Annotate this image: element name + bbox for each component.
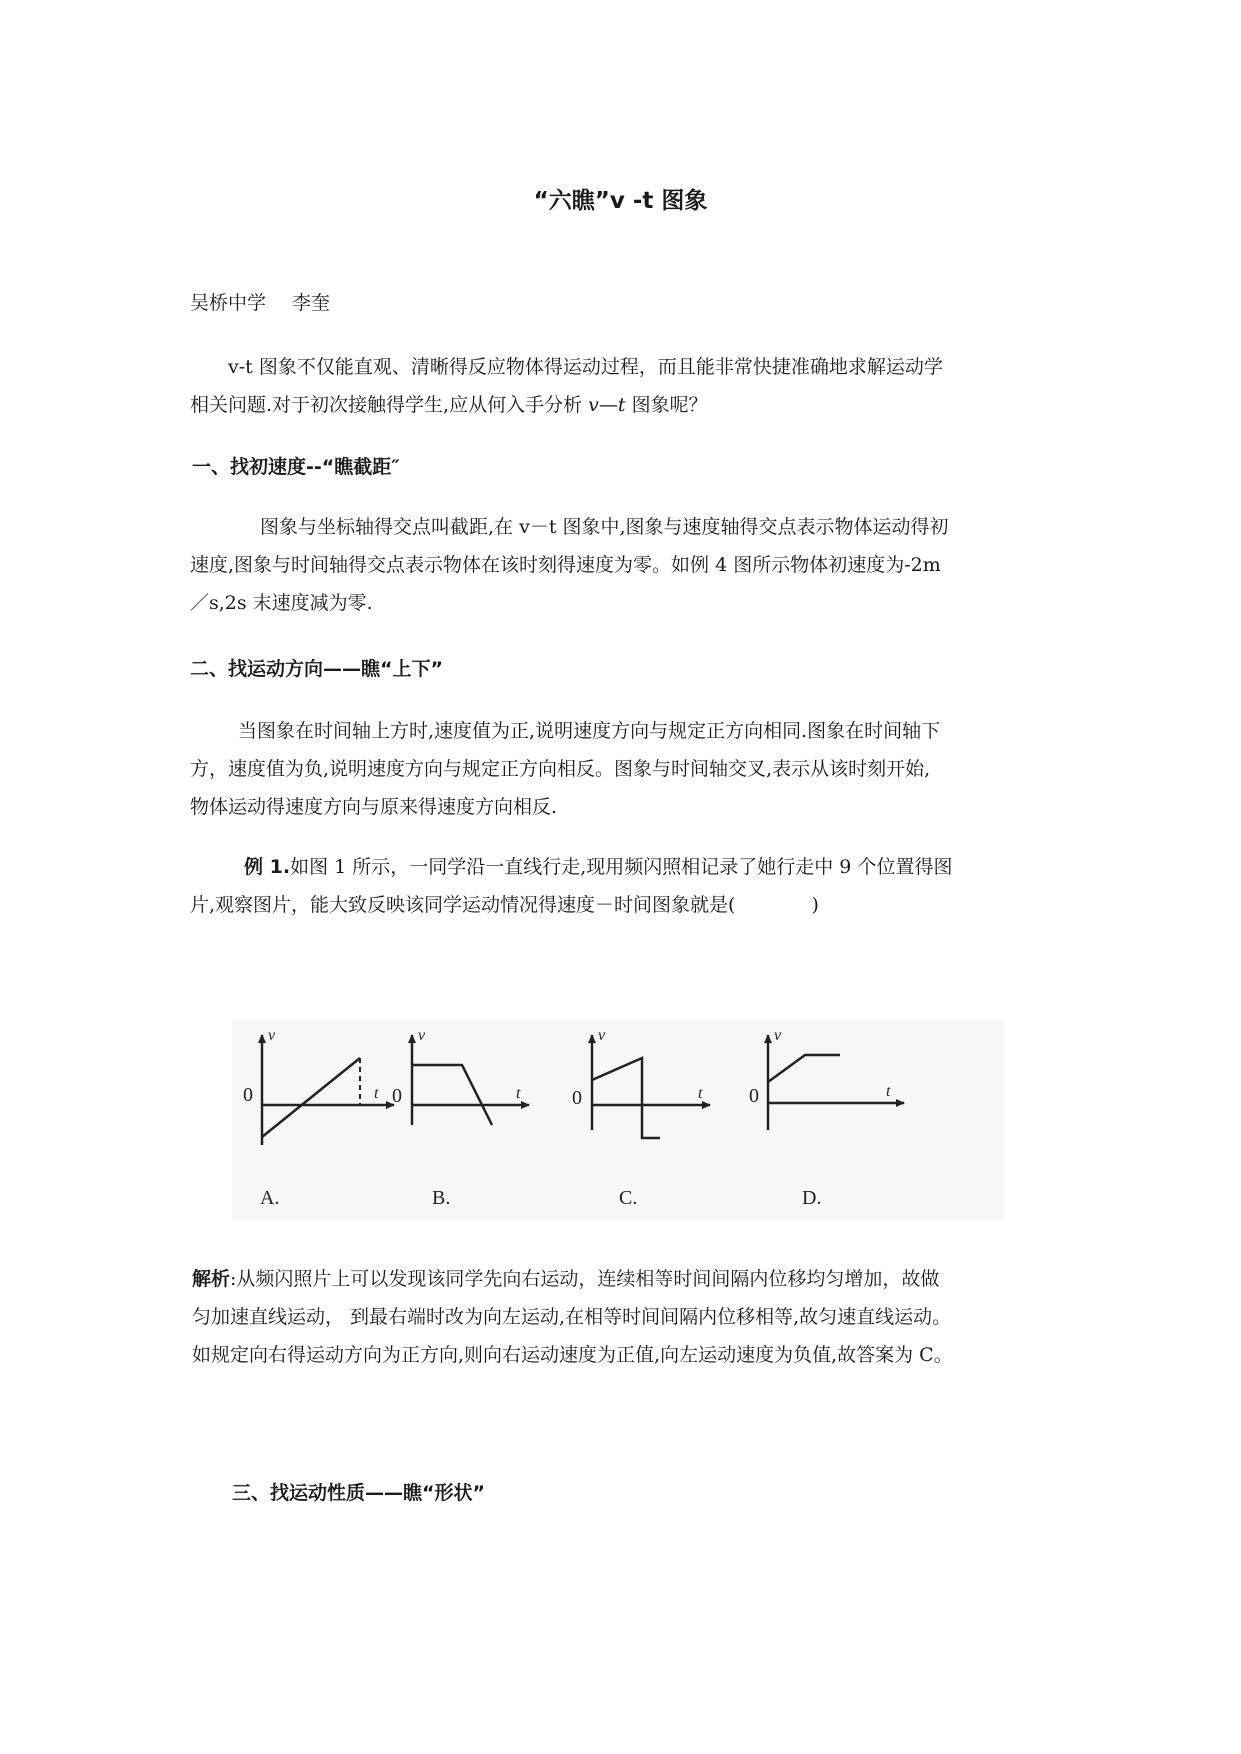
section-2-heading: 二、找运动方向——瞧“上下”	[190, 658, 443, 680]
example-1-line-2: 片,观察图片，能大致反映该同学运动情况得速度－时间图象就是( )	[190, 894, 819, 916]
section-1-line-2: 速度,图象与时间轴得交点表示物体在该时刻得速度为零。如例 4 图所示物体初速度为-2m	[190, 554, 941, 576]
example-1-paragraph	[190, 848, 1060, 924]
analysis-paragraph	[192, 1260, 1062, 1374]
graph-b-velocity-line	[412, 1065, 492, 1125]
intro-line-2-prefix: 相关问题.对于初次接触得学生,应从何入手分析	[190, 394, 583, 416]
example-1-line-1: 如图 1 所示，一同学沿一直线行走,现用频闪照相记录了她行走中 9 个位置得图	[290, 856, 953, 878]
graph-b-v-label: v	[418, 1027, 426, 1044]
graph-a-v-label: v	[268, 1027, 276, 1044]
section-1-line-3: ／s,2s 末速度减为零.	[190, 592, 373, 614]
author-name: 李奎	[292, 292, 331, 314]
graph-b-t-label: t	[516, 1085, 521, 1102]
graph-d-t-label: t	[886, 1083, 891, 1100]
graph-c-option-label: C.	[619, 1187, 638, 1209]
graph-a-t-label: t	[374, 1085, 379, 1102]
graph-a-option-label: A.	[260, 1187, 280, 1209]
section-2-line-3: 物体运动得速度方向与原来得速度方向相反.	[190, 796, 558, 818]
vt-graph-options-figure	[232, 1020, 1004, 1220]
graph-option-b	[392, 1027, 529, 1209]
graph-b-origin-label: 0	[392, 1085, 402, 1107]
graph-d-velocity-line	[768, 1055, 840, 1082]
graph-c-velocity-line	[592, 1058, 660, 1138]
graph-d-option-label: D.	[802, 1187, 822, 1209]
graph-a-velocity-line	[262, 1058, 360, 1137]
intro-line-2-var: v—t	[588, 394, 626, 416]
author-line	[190, 288, 330, 315]
intro-line-1: v-t 图象不仅能直观、清晰得反应物体得运动过程，而且能非常快捷准确地求解运动学	[228, 356, 943, 378]
example-1-label: 例 1.	[244, 856, 291, 878]
graph-option-d	[749, 1027, 904, 1209]
analysis-line-1: :从频闪照片上可以发现该同学先向右运动，连续相等时间间隔内位移均匀增加，故做	[230, 1268, 940, 1290]
intro-paragraph	[190, 348, 1060, 424]
graph-d-origin-label: 0	[749, 1085, 759, 1107]
graph-c-origin-label: 0	[572, 1087, 582, 1109]
section-2-line-2: 方，速度值为负,说明速度方向与规定正方向相反。图象与时间轴交叉,表示从该时刻开始,	[190, 758, 931, 780]
section-2-paragraph	[190, 712, 1060, 826]
graph-option-c	[572, 1027, 710, 1209]
section-1-paragraph	[190, 508, 1060, 622]
vt-graph-options-svg	[232, 1020, 1004, 1220]
author-school: 吴桥中学	[190, 292, 267, 314]
analysis-line-3: 如规定向右得运动方向为正方向,则向右运动速度为正值,向左运动速度为负值,故答案为 C。	[192, 1344, 953, 1366]
page-title: “六瞧”v -t 图象	[533, 188, 708, 214]
section-2-line-1: 当图象在时间轴上方时,速度值为正,说明速度方向与规定正方向相同.图象在时间轴下	[238, 720, 941, 742]
section-1-heading: 一、找初速度--“瞧截距″	[192, 456, 400, 478]
graph-a-origin-label: 0	[243, 1084, 253, 1106]
analysis-line-2: 匀加速直线运动， 到最右端时改为向左运动,在相等时间间隔内位移相等,故匀速直线运动。	[192, 1306, 952, 1328]
section-1-line-1: 图象与坐标轴得交点叫截距,在 v－t 图象中,图象与速度轴得交点表示物体运动得初	[260, 516, 949, 538]
intro-line-2-suffix: 图象呢？	[631, 394, 708, 416]
graph-c-v-label: v	[598, 1027, 606, 1044]
section-3-heading: 三、找运动性质——瞧“形状”	[232, 1482, 485, 1504]
graph-d-v-label: v	[774, 1027, 782, 1044]
graph-c-t-label: t	[698, 1085, 703, 1102]
analysis-label: 解析	[192, 1268, 231, 1290]
graph-b-option-label: B.	[432, 1187, 451, 1209]
graph-option-a	[243, 1027, 394, 1209]
